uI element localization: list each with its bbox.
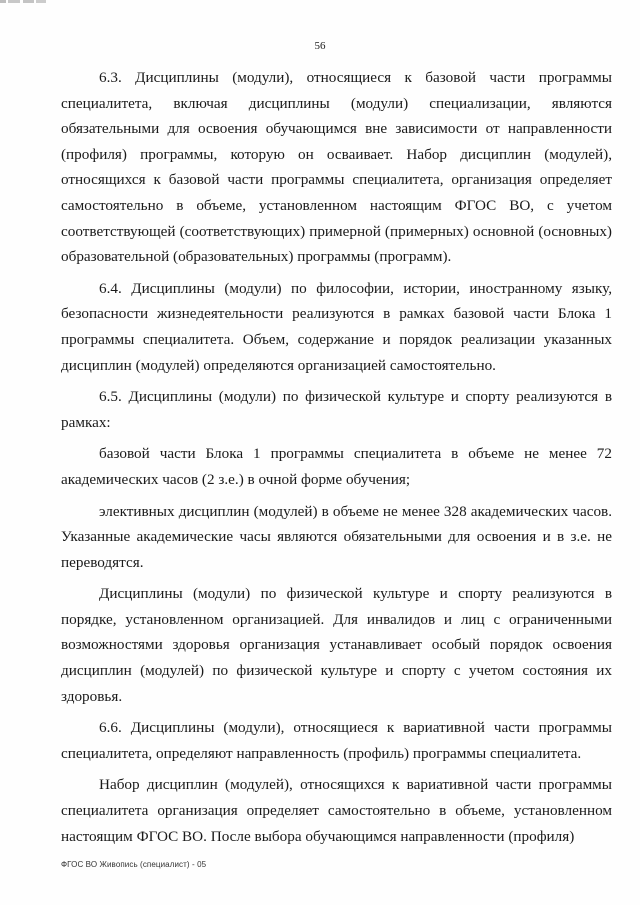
document-body bbox=[61, 65, 612, 855]
page-footer: ФГОС ВО Живопись (специалист) - 05 bbox=[61, 860, 207, 869]
paragraph-variative-set: Набор дисциплин (модулей), относящихся к вариативной части программы специалитета организация определяет самостоятельно в объеме, установленном настоящим ФГОС ВО. После выбора обучающимся направленности (профиля) bbox=[61, 776, 612, 845]
paragraph-6-4: 6.4. Дисциплины (модули) по философии, истории, иностранному языку, безопасности жизнедеятельности реализуются в рамках базовой части Блока 1 программы специалитета. Объем, содержание и порядок реализации указанных дисциплин (модулей) определяются организацией самостоятельно. bbox=[61, 279, 612, 374]
paragraph-elective: элективных дисциплин (модулей) в объеме не менее 328 академических часов. Указанные академические часы являются обязательными для освоения и в з.е. не переводятся. bbox=[61, 502, 612, 571]
scan-corner-mark bbox=[0, 0, 48, 3]
paragraph-pe-order: Дисциплины (модули) по физической культуре и спорту реализуются в порядке, установленном организацией. Для инвалидов и лиц с ограниченными возможностями здоровья организация устанавливает особый порядок освоения дисциплин (модулей) по физической культуре и спорту с учетом состояния их здоровья. bbox=[61, 585, 612, 705]
page-number: 56 bbox=[314, 40, 326, 52]
paragraph-6-5: 6.5. Дисциплины (модули) по физической культуре и спорту реализуются в рамках: bbox=[61, 388, 612, 431]
paragraph-6-3: 6.3. Дисциплины (модули), относящиеся к базовой части программы специалитета, включая дисциплины (модули) специализации, являются обязательными для освоения обучающимся вне зависимости от направленности (профиля) программы, которую он осваивает. Набор дисциплин (модулей), относящихся к базовой части программы специалитета, организация определяет самостоятельно в объеме, установленном настоящим ФГОС ВО, с учетом соответствующей (соответствующих) примерной (примерных) основной (основных) образовательной (образовательных) программы (программ). bbox=[61, 69, 612, 266]
paragraph-basic-part: базовой части Блока 1 программы специалитета в объеме не менее 72 академических часов (2 з.е.) в очной форме обучения; bbox=[61, 445, 612, 488]
paragraph-6-6: 6.6. Дисциплины (модули), относящиеся к вариативной части программы специалитета, определяют направленность (профиль) программы специалитета. bbox=[61, 719, 612, 762]
